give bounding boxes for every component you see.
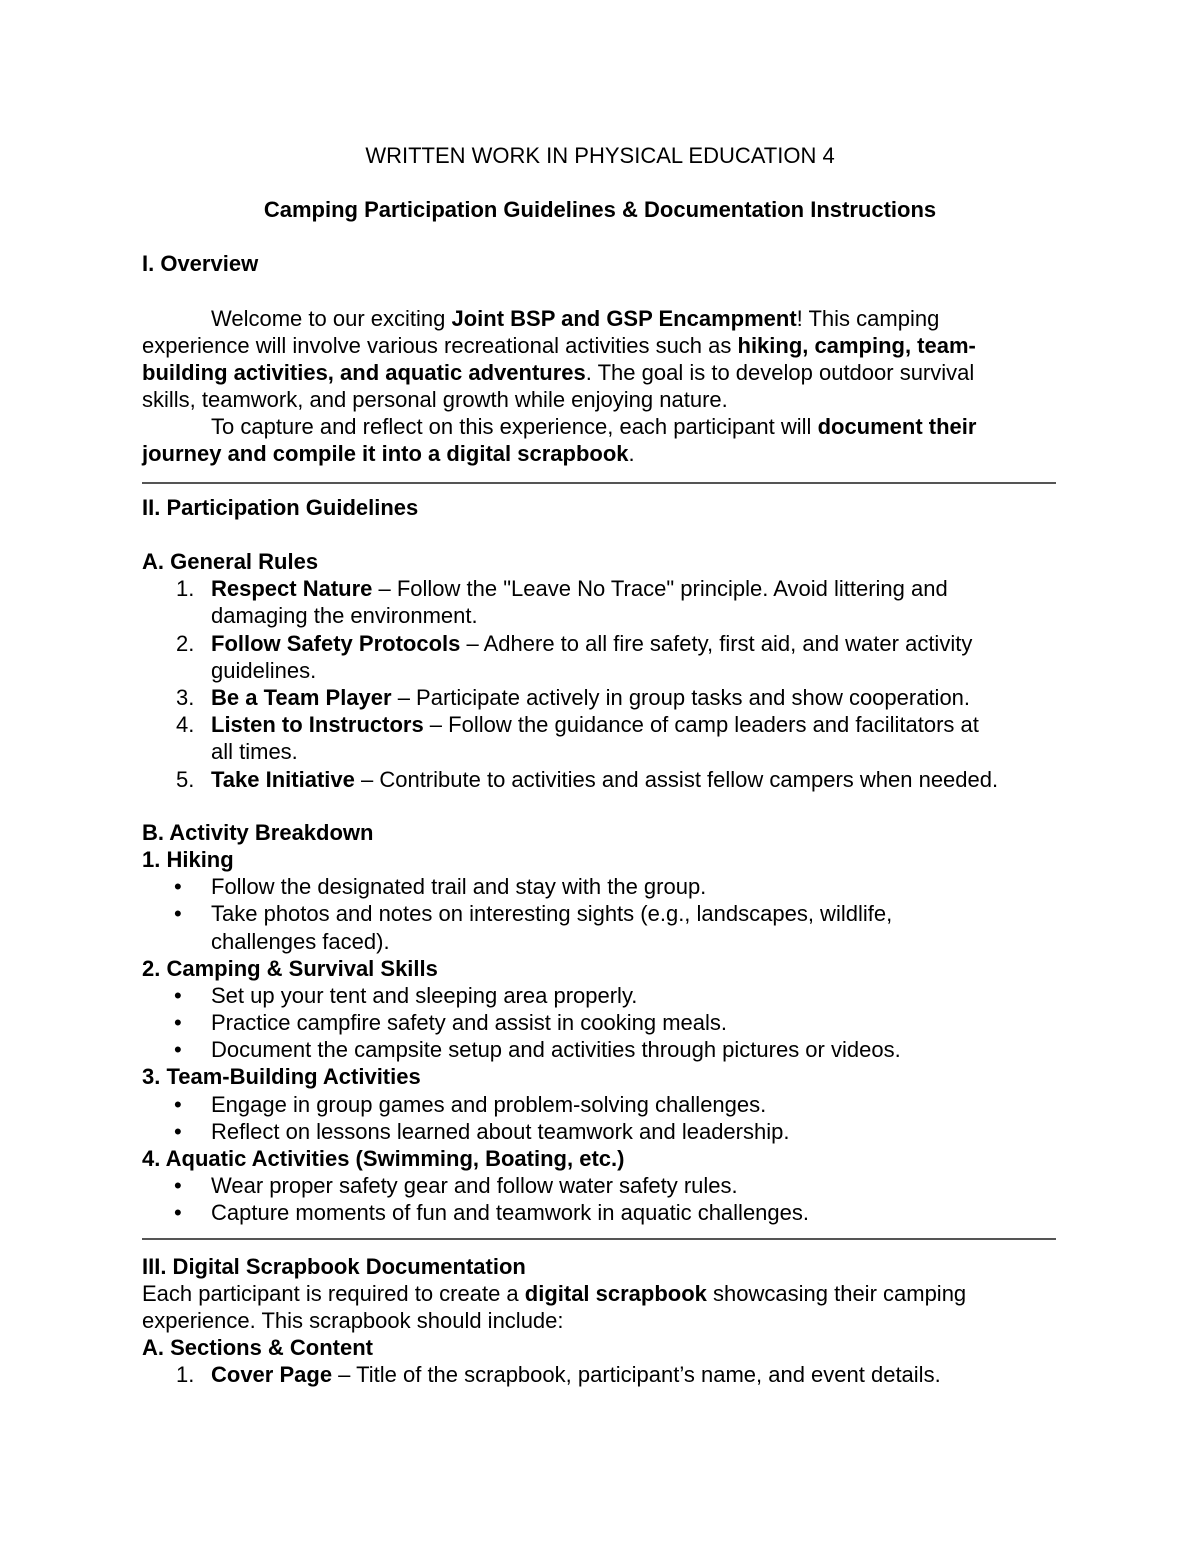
- text: To capture and reflect on this experience, each participant will: [211, 414, 818, 439]
- rule-text: – Contribute to activities and assist fellow campers when needed.: [354, 767, 999, 792]
- participation-heading: II. Participation Guidelines: [142, 495, 419, 520]
- bullet-icon: •: [174, 1173, 182, 1198]
- section-title: Cover Page: [211, 1362, 333, 1387]
- activity-bullet: Take photos and notes on interesting sights (e.g., landscapes, wildlife,: [211, 901, 893, 926]
- bullet-icon: •: [174, 901, 182, 926]
- general-rules-heading: A. General Rules: [142, 549, 319, 574]
- rule-title: Follow Safety Protocols: [211, 631, 461, 656]
- scrapbook-intro-line-2: experience. This scrapbook should include:: [142, 1308, 564, 1333]
- overview-paragraph-line-4: skills, teamwork, and personal growth while enjoying nature.: [142, 387, 728, 412]
- document-subtitle: Camping Participation Guidelines & Documentation Instructions: [263, 197, 937, 222]
- text: . The goal is to develop outdoor survival: [585, 360, 975, 385]
- activity-bullet: Set up your tent and sleeping area properly.: [211, 983, 638, 1008]
- rule-item: [211, 684, 970, 711]
- activity-heading: 2. Camping & Survival Skills: [142, 956, 438, 981]
- section-text: – Title of the scrapbook, participant’s name, and event details.: [332, 1362, 941, 1387]
- rule-item: [211, 711, 979, 738]
- rule-text: – Follow the guidance of camp leaders and facilitators at: [423, 712, 979, 737]
- scrapbook-emphasis: digital scrapbook: [524, 1281, 707, 1306]
- bullet-icon: •: [174, 874, 182, 899]
- rule-text-continued: all times.: [211, 739, 298, 764]
- rule-number: 2.: [176, 631, 195, 656]
- activities-emphasis: hiking, camping, team-: [737, 333, 976, 358]
- overview-paragraph-2-line-1: [211, 413, 976, 440]
- activity-heading: 4. Aquatic Activities (Swimming, Boating, etc.): [142, 1146, 625, 1171]
- rule-text: – Adhere to all fire safety, first aid, and water activity: [460, 631, 973, 656]
- bullet-icon: •: [174, 1010, 182, 1035]
- scrapbook-heading: III. Digital Scrapbook Documentation: [142, 1254, 526, 1279]
- activity-bullet: Follow the designated trail and stay with the group.: [211, 874, 707, 899]
- rule-item: [211, 766, 998, 793]
- scrapbook-intro-line-1: [142, 1280, 966, 1307]
- rule-title: Be a Team Player: [211, 685, 392, 710]
- section-divider: [142, 1238, 1056, 1240]
- overview-paragraph-line-2: [142, 332, 976, 359]
- activity-bullet-continued: challenges faced).: [211, 929, 390, 954]
- section-number: 1.: [176, 1362, 195, 1387]
- overview-paragraph-line-1: [211, 305, 939, 332]
- overview-heading: I. Overview: [142, 251, 259, 276]
- activity-bullet: Capture moments of fun and teamwork in aquatic challenges.: [211, 1200, 809, 1225]
- text: .: [628, 441, 635, 466]
- section-item: [211, 1361, 941, 1388]
- event-name: Joint BSP and GSP Encampment: [451, 306, 797, 331]
- overview-paragraph-2-line-2: [142, 440, 635, 467]
- section-divider: [142, 482, 1056, 484]
- rule-text: – Follow the "Leave No Trace" principle. Avoid littering and: [372, 576, 948, 601]
- text: experience will involve various recreational activities such as: [142, 333, 738, 358]
- activity-bullet: Engage in group games and problem-solving challenges.: [211, 1092, 767, 1117]
- document-emphasis: journey and compile it into a digital scrapbook: [142, 441, 629, 466]
- activities-emphasis: building activities, and aquatic adventures: [142, 360, 586, 385]
- rule-title: Take Initiative: [211, 767, 355, 792]
- activity-bullet: Reflect on lessons learned about teamwork and leadership.: [211, 1119, 790, 1144]
- bullet-icon: •: [174, 1037, 182, 1062]
- bullet-icon: •: [174, 1119, 182, 1144]
- rule-number: 3.: [176, 685, 195, 710]
- overview-paragraph-line-3: [142, 359, 974, 386]
- activity-heading: 3. Team-Building Activities: [142, 1064, 421, 1089]
- rule-title: Listen to Instructors: [211, 712, 424, 737]
- sections-heading: A. Sections & Content: [142, 1335, 374, 1360]
- activity-bullet: Document the campsite setup and activities through pictures or videos.: [211, 1037, 901, 1062]
- rule-text: – Participate actively in group tasks and show cooperation.: [391, 685, 971, 710]
- rule-number: 1.: [176, 576, 195, 601]
- document-emphasis: document their: [817, 414, 977, 439]
- text: showcasing their camping: [706, 1281, 967, 1306]
- rule-item: [211, 630, 972, 657]
- document-title: WRITTEN WORK IN PHYSICAL EDUCATION 4: [365, 143, 835, 168]
- text: ! This camping: [796, 306, 940, 331]
- rule-title: Respect Nature: [211, 576, 373, 601]
- activity-breakdown-heading: B. Activity Breakdown: [142, 820, 374, 845]
- activity-heading: 1. Hiking: [142, 847, 234, 872]
- rule-item: [211, 575, 948, 602]
- rule-number: 4.: [176, 712, 195, 737]
- text: Each participant is required to create a: [142, 1281, 525, 1306]
- bullet-icon: •: [174, 983, 182, 1008]
- rule-text-continued: guidelines.: [211, 658, 317, 683]
- text: Welcome to our exciting: [211, 306, 452, 331]
- rule-text-continued: damaging the environment.: [211, 603, 478, 628]
- activity-bullet: Practice campfire safety and assist in cooking meals.: [211, 1010, 728, 1035]
- bullet-icon: •: [174, 1200, 182, 1225]
- rule-number: 5.: [176, 767, 195, 792]
- activity-bullet: Wear proper safety gear and follow water safety rules.: [211, 1173, 738, 1198]
- bullet-icon: •: [174, 1092, 182, 1117]
